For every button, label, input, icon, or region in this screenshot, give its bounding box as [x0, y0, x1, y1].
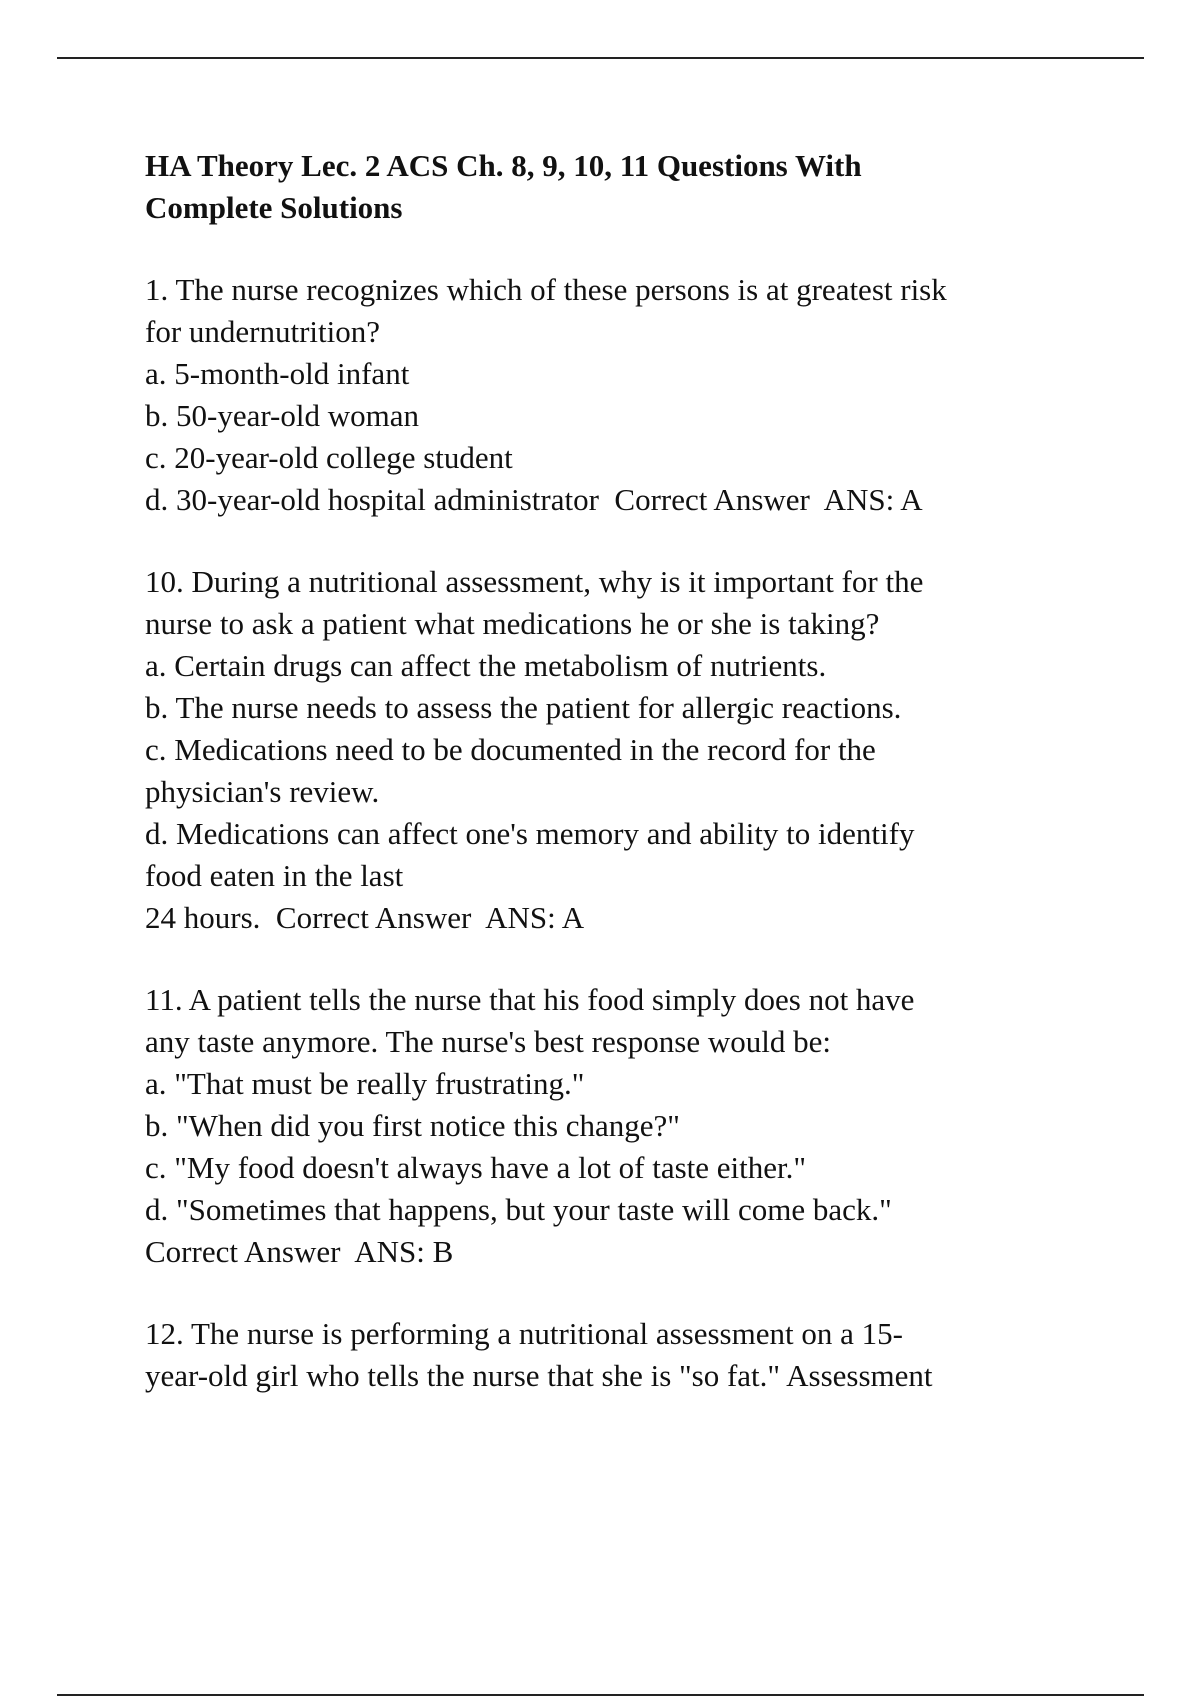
title-line: HA Theory Lec. 2 ACS Ch. 8, 9, 10, 11 Questions With — [145, 148, 862, 183]
bottom-rule — [57, 1694, 1144, 1696]
answer-option: b. The nurse needs to assess the patient for allergic reactions. — [145, 690, 902, 725]
question-11 — [145, 979, 1090, 1273]
answer-option: a. Certain drugs can affect the metabolism of nutrients. — [145, 648, 827, 683]
answer-option: c. Medications need to be documented in the record for the — [145, 732, 876, 767]
question-stem-line: for undernutrition? — [145, 314, 381, 349]
answer-option: food eaten in the last — [145, 858, 404, 893]
answer-option: c. "My food doesn't always have a lot of taste either." — [145, 1150, 807, 1185]
question-stem-line: nurse to ask a patient what medications he or she is taking? — [145, 606, 880, 641]
question-stem-line: 11. A patient tells the nurse that his food simply does not have — [145, 982, 915, 1017]
answer-option: d. Medications can affect one's memory and ability to identify — [145, 816, 915, 851]
answer-option: 24 hours. Correct Answer ANS: A — [145, 900, 585, 935]
answer-option: a. "That must be really frustrating." — [145, 1066, 585, 1101]
answer-option: b. 50-year-old woman — [145, 398, 419, 433]
answer-option: physician's review. — [145, 774, 380, 809]
question-stem-line: any taste anymore. The nurse's best response would be: — [145, 1024, 831, 1059]
document-body — [145, 145, 1090, 1437]
question-12 — [145, 1313, 1090, 1397]
question-stem-line: 10. During a nutritional assessment, why is it important for the — [145, 564, 924, 599]
question-stem-line: 1. The nurse recognizes which of these persons is at greatest risk — [145, 272, 947, 307]
question-10 — [145, 561, 1090, 939]
correct-answer: Correct Answer ANS: B — [145, 1234, 454, 1269]
title-line: Complete Solutions — [145, 190, 403, 225]
answer-option: d. "Sometimes that happens, but your taste will come back." — [145, 1192, 892, 1227]
document-title — [145, 145, 1090, 229]
answer-option: c. 20-year-old college student — [145, 440, 513, 475]
top-rule — [57, 57, 1144, 59]
question-1 — [145, 269, 1090, 521]
answer-option: d. 30-year-old hospital administrator Correct Answer ANS: A — [145, 482, 923, 517]
question-stem-line: 12. The nurse is performing a nutritional assessment on a 15- — [145, 1316, 903, 1351]
answer-option: a. 5-month-old infant — [145, 356, 410, 391]
answer-option: b. "When did you first notice this change?" — [145, 1108, 680, 1143]
question-stem-line: year-old girl who tells the nurse that she is "so fat." Assessment — [145, 1358, 933, 1393]
